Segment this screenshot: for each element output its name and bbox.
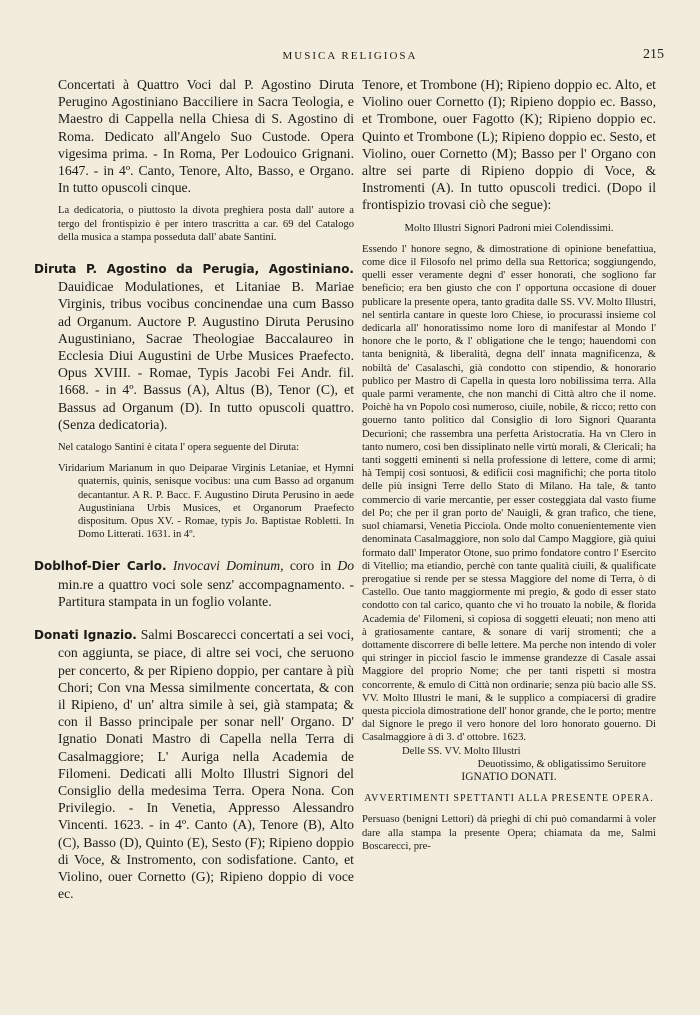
- entry-doblhof: [34, 557, 355, 610]
- footnote-dedication: La dedicatoria, o piuttosto la divota preghiera posta dall' autore a tergo del frontispizio è per intero trascritta a car. 69 del Catalogo della musica a stampa posseduta dall' abate Santini.: [58, 205, 354, 243]
- dedication-letter: Essendo l' honore segno, & dimostratione di opinione benefattiua, come dice il Filosofo nel primo della sua Rettorica; soggiungendo, quelli esser veramente degni d' esser honorati, che sogliono far beneficio; era ben giusto che con l' opportuna occasione di douer publicare la presente opera, tanto gradita dalle SS. VV. Molto Illustri, nel sentirla cantare in queste loro Chiese, io procurassi insieme col dedicarla all' honoratissimo nome loro di manifestar al Mondo l' honore che le porto, & l' obligatione che le tengo; hauendomi con tanta benignità, & liberalità, degna dell' innata magnificenza, & nobiltà de' Casalaschi, già condotto con stipendio, & honorario publico per Mastro di Capella in questa loro nobilissima terra. Alla quale parmi veramente, che non manchi di Città altro che il nome. Poichè ha vn Popolo così numeroso, ciuile, nobile, & ricco; retto con gouerno tanto politico dal Consiglio di loro Signori Quaranta Decurioni; che rassembra una perfetta Aristocratia. Ha vn Clero in tanto numero, così ben dissiplinato nelle virtù morali, & Clericali; ha tanti soggetti eminenti si nella professione di lettere, come di armi; hà Tempij così sontuosi, & edificii così magnifichi; che porta titolo delle più insigni Terre dello Stato di Milano. Ha tale, & tanto commercio di varie mercantie, per esser costeggiata dal vasto fiume del Po; che per il gran porto de' Nauigli, & gran trafico, che tiene, suol chiamarsi, Venetia Picciola. Onde molto conuenientemente vien denominata Casalmaggiore, non solo dal Campo Maggiore, già quiui formato dall' Imperator Otone, suo primo fondatore contro l' Esercito di Vitellio; ma etiandio, perchè con tante qualità ciuili, & qualificate prerogatiue si rende per se stessa Maggiore del nome di Terra, ò di Castello. Oue tanto maggiormente mi pregio, & godo di esser stato condotto con tal carico, quanto che vi ho trouato la nobile, & florida Academia de' Filomeni, sì copiosa di soggetti eleuati; non meno atti à gratiosamente cantare, & sonare di varij stromenti; che a dottamente discorrere di belle lettere. Ma perche non intendo di voler qui stringer in picciol fascio le immense grandezze di Casale assai Maggiore del proprio Nome; che per tanti rispetti si mostra concorrente, & emulo di Città non ordinarie; senza più bacio alle SS. VV. Molto Illustri le mani, & le supplico a compiacersi di gradire questa picciola dimostratione dell' honor grande, che le porto; mentre dal Signore le prego il vero honore del loro honorato gouerno. Di Casalmaggiore à dì 3. d' ottobre. 1623.: [362, 243, 656, 744]
- page-number: 215: [643, 47, 664, 62]
- entry-continuation: Concertati à Quattro Voci dal P. Agostino Diruta Perugino Agostiniano Bacciliere in Sacra Teologia, e Maestro di Cappella nella Chiesa di S. Agostino di Roma. Dedicato all'Angelo Suo Custode. Opera vigesima prima. - In Roma, Per Lodouico Grignani. 1647. - in 4º. Canto, Tenore, Alto, Basso, e Organo. In tutto opuscoli cinque.: [58, 77, 354, 196]
- note-viridarium: Viridarium Marianum in quo Deiparae Virginis Letaniae, et Hymni quaternis, quinis, senisque vocibus: una cum Basso ad organum decantantur. A R. P. Bacc. F. Augustino Diruta Perusino in aede Augustiniana Urbis Musices, et Organorum Praefecto dispositum. Opus XV. - Romae, typis Jo. Baptistae Robletti. In Domo Litterati. 1631. in 4º.: [58, 463, 354, 541]
- entry-body-diruta: Dauidicae Modulationes, et Litaniae B. Mariae Virginis, tribus vocibus concinendae una cum Basso ad Organum. Auctore P. Augustino Diruta Perusino Augustiniano, Sacrae Theologiae Baccalaureo in Ecclesia Diui Augustini de Urbe Musices Praefecto. Opus XVIII. - Romae, Typis Jacobi Fei Andr. fil. 1668. - in 4º. Bassus (A), Altus (B), Tenor (C), et Bassus ad Organum (D). In tutto opuscoli quattro. (Senza dedicatoria).: [58, 279, 354, 432]
- doblhof-key: Do: [337, 558, 355, 574]
- avvertimenti-heading: AVVERTIMENTI SPETTANTI ALLA PRESENTE OPERA.: [364, 793, 654, 805]
- doblhof-body-1: coro in: [289, 558, 332, 574]
- entry-heading-diruta: Diruta P. Agostino da Perugia, Agostiniano.: [34, 262, 354, 277]
- letter-signature: IGNATIO DONATI.: [461, 770, 557, 783]
- right-column: [362, 76, 656, 853]
- running-head: MUSICA RELIGIOSA: [282, 50, 418, 62]
- doblhof-body-2: min.re a quattro voci sole senz' accompagnamento. - Partitura stampata in un foglio volante.: [58, 576, 354, 609]
- entry-diruta: [34, 260, 354, 433]
- entry-donati: [34, 626, 355, 902]
- note-santini: Nel catalogo Santini è citata l' opera seguente del Diruta:: [58, 442, 300, 454]
- donati-continuation: Tenore, et Trombone (H); Ripieno doppio ec. Alto, et Violino ouer Cornetto (I); Ripieno doppio ec. Basso, et Trombone, ouer Fagotto (K); Ripieno doppio ec. Quinto et Trombone (L); Ripieno doppio ec. Sesto, et Violino, ouer Cornetto (M); Basso per l' Organo con altre sei parte di Ripieno doppio di Voce, & Instromenti (A). In tutto opuscoli tredici. (Dopo il frontispizio trovasi ciò che segue):: [362, 77, 656, 213]
- letter-servant: Deuotissimo, & obligatissimo Seruitore: [477, 758, 646, 770]
- entry-heading-donati: Donati Ignazio.: [34, 628, 137, 643]
- entry-body-donati: Salmi Boscarecci concertati a sei voci, con aggiunta, se piace, di altre sei voci, che seruono per concerto, & per Ripieno doppio, per cantare à più Chori; Con vna Messa similmente concertata, & con il Ripieno, d' un' altra simile à sei, già stampata; & con il Basso principale per sonar nell' Organo. D' Ignatio Donati Mastro di Capella nella Terra di Casalmaggiore; L' Auriga nella Academia de Filomeni. Dedicati alli Molto Illustri Signori del Consiglio della medesima Terra. Opera Nona. Con Privilegio. - In Venetia, Appresso Alessandro Vincenti. 1623. - in 4º. Canto (A), Tenore (B), Alto (C), Basso (D), Quinto (E), Sesto (F); Ripieno doppio di Voce, & Instromento, con sodisfatione. Canto, et Violino, ouer Cornetto (G); Ripieno doppio di voce ec.: [58, 627, 355, 902]
- letter-salutation: Molto Illustri Signori Padroni miei Colendissimi.: [404, 222, 614, 234]
- left-column: [34, 76, 355, 902]
- entry-heading-doblhof: Doblhof-Dier Carlo.: [34, 559, 167, 574]
- doblhof-title: Invocavi Dominum,: [172, 558, 284, 574]
- avvertimenti-body: Persuaso (benigni Lettori) dà prieghi di chi può comandarmi à voler dare alla stampa la presente Opera; chiamata da me, Salmi Boscarecci, pre-: [362, 814, 656, 852]
- letter-closing: Delle SS. VV. Molto Illustri: [402, 745, 521, 757]
